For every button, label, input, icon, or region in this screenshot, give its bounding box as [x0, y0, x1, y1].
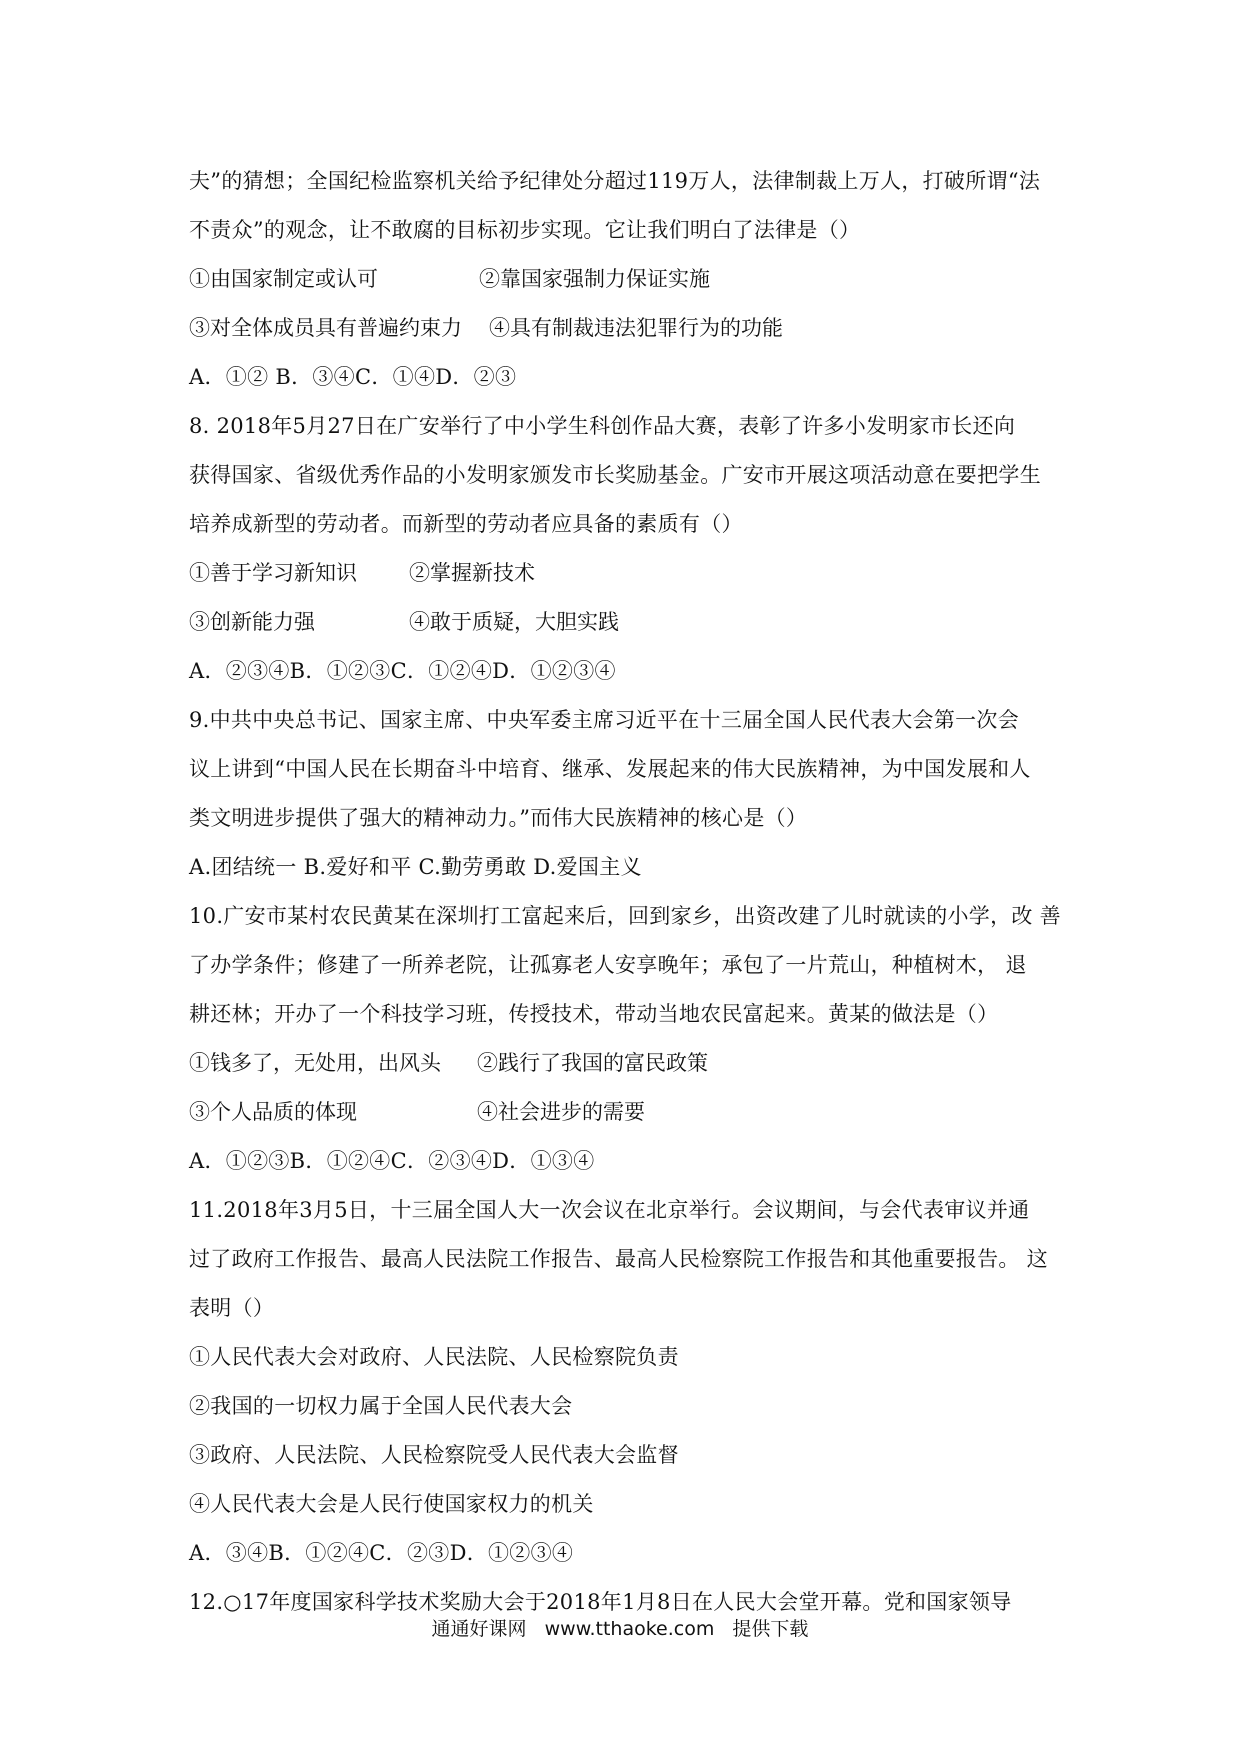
q10-line: 了办学条件；修建了一所养老院，让孤寡老人安享晚年；承包了一片荒山，种植树木， 退 [189, 953, 1027, 977]
q10-answers: A．①②③B．①②④C．②③④D．①③④ [189, 1149, 595, 1173]
q8-answers: A．②③④B．①②③C．①②④D．①②③④ [189, 659, 616, 683]
q11-option: ③政府、人民法院、人民检察院受人民代表大会监督 [189, 1443, 679, 1467]
q9-answers: A.团结统一 B.爱好和平 C.勤劳勇敢 D.爱国主义 [189, 855, 642, 879]
q7-options-row [189, 255, 1069, 304]
footer-url[interactable]: www.tthaoke.com [544, 1618, 715, 1640]
q8-line: 8. 2018年5月27日在广安举行了中小学生科创作品大赛，表彰了许多小发明家市长还向 [189, 414, 1016, 438]
q7-line: 不责众”的观念，让不敢腐的目标初步实现。它让我们明白了法律是（） [189, 218, 861, 242]
footer-site-name: 通通好课网 [431, 1618, 527, 1640]
q12-line: 12.○17年度国家科学技术奖励大会于2018年1月8日在人民大会堂开幕。党和国家领导 [189, 1590, 1012, 1614]
q11-option: ②我国的一切权力属于全国人民代表大会 [189, 1394, 573, 1418]
q11-line: 11.2018年3月5日，十三届全国人大一次会议在北京举行。会议期间，与会代表审议并通 [189, 1198, 1030, 1222]
q8-options-row [189, 598, 1069, 647]
q7-option: ④具有制裁违法犯罪行为的功能 [489, 316, 783, 340]
q7-options-row [189, 304, 1069, 353]
q10-option: ②践行了我国的富民政策 [477, 1051, 708, 1075]
q11-option: ④人民代表大会是人民行使国家权力的机关 [189, 1492, 594, 1516]
q8-option: ③创新能力强 [189, 610, 315, 634]
q9-line: 类文明进步提供了强大的精神动力。”而伟大民族精神的核心是（） [189, 806, 808, 830]
q10-options-row [189, 1039, 1069, 1088]
q7-option: ③对全体成员具有普遍约束力 [189, 316, 462, 340]
q8-options-row [189, 549, 1069, 598]
q8-line: 培养成新型的劳动者。而新型的劳动者应具备的素质有（） [189, 512, 743, 536]
q9-line: 议上讲到“中国人民在长期奋斗中培育、继承、发展起来的伟大民族精神，为中国发展和人 [189, 757, 1031, 781]
q11-line: 过了政府工作报告、最高人民法院工作报告、最高人民检察院工作报告和其他重要报告。 这 [189, 1247, 1048, 1271]
q8-option: ④敢于质疑，大胆实践 [409, 610, 619, 634]
q8-option: ①善于学习新知识 [189, 561, 357, 585]
q9-line: 9.中共中央总书记、国家主席、中央军委主席习近平在十三届全国人民代表大会第一次会 [189, 708, 1020, 732]
q8-option: ②掌握新技术 [409, 561, 535, 585]
q10-line: 耕还林；开办了一个科技学习班，传授技术，带动当地农民富起来。黄某的做法是（） [189, 1002, 999, 1026]
q7-option: ②靠国家强制力保证实施 [479, 267, 710, 291]
q11-answers: A．③④B．①②④C．②③D．①②③④ [189, 1541, 574, 1565]
q10-option: ④社会进步的需要 [477, 1100, 645, 1124]
footer-note: 提供下载 [732, 1618, 809, 1640]
q10-line: 10.广安市某村农民黄某在深圳打工富起来后，回到家乡，出资改建了儿时就读的小学，改 善 [189, 904, 1061, 928]
q7-option: ①由国家制定或认可 [189, 267, 378, 291]
q7-line: 夫”的猜想；全国纪检监察机关给予纪律处分超过119万人，法律制裁上万人，打破所谓“法 [189, 169, 1041, 193]
q7-answers: A．①② B．③④C．①④D．②③ [189, 365, 517, 389]
q10-option: ①钱多了，无处用，出风头 [189, 1051, 441, 1075]
q11-line: 表明（） [189, 1296, 275, 1320]
q10-options-row [189, 1088, 1069, 1137]
page-footer [0, 1614, 1240, 1641]
q8-line: 获得国家、省级优秀作品的小发明家颁发市长奖励基金。广安市开展这项活动意在要把学生 [189, 463, 1041, 487]
q10-option: ③个人品质的体现 [189, 1100, 357, 1124]
question-content [189, 157, 1069, 1627]
q11-option: ①人民代表大会对政府、人民法院、人民检察院负责 [189, 1345, 679, 1369]
